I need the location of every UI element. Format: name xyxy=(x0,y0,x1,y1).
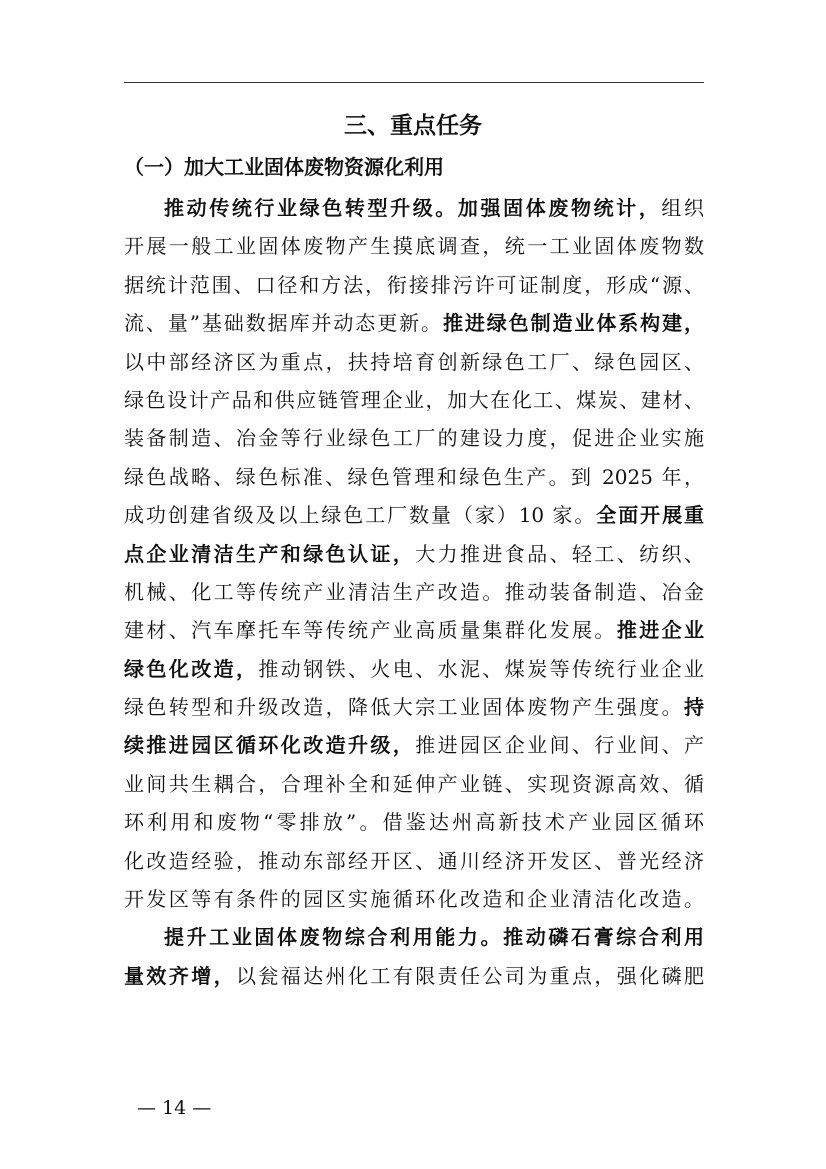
text-run: 以中部经济区为重点，扶持培育创新绿色工厂、绿色园区、 xyxy=(124,349,704,374)
text-line xyxy=(124,688,704,726)
text-run: 开发区等有条件的园区实施循环化改造和企业清洁化改造。 xyxy=(124,887,704,912)
text-line xyxy=(124,650,704,688)
bold-phrase: 全面开展重 xyxy=(596,503,704,528)
section-heading: 三、重点任务 xyxy=(344,113,482,139)
text-line xyxy=(124,189,704,227)
text-run: 推动钢铁、火电、水泥、煤炭等传统行业企业 xyxy=(258,656,704,681)
bold-phrase: 持 xyxy=(684,695,704,720)
text-run: 组织 xyxy=(661,196,704,220)
text-line xyxy=(124,957,704,995)
text-line xyxy=(124,842,704,880)
text-line xyxy=(124,803,704,841)
text-line xyxy=(124,304,704,342)
text-line xyxy=(124,227,704,265)
text-line xyxy=(124,496,704,534)
text-run: 机械、化工等传统产业清洁生产改造。推动装备制造、冶金 xyxy=(124,579,704,604)
text-line xyxy=(124,458,704,496)
bold-phrase: 量效齐增， xyxy=(124,963,236,988)
text-line xyxy=(124,918,704,956)
text-run: 建材、汽车摩托车等传统产业高质量集群化发展。 xyxy=(124,618,617,643)
bold-phrase: 点企业清洁生产和绿色认证， xyxy=(124,541,416,566)
text-run: 化改造经验，推动东部经开区、通川经济开发区、普光经济 xyxy=(124,848,704,873)
text-line xyxy=(124,611,704,649)
text-line xyxy=(124,381,704,419)
text-run: 绿色战略、绿色标准、绿色管理和绿色生产。到 2025 年， xyxy=(124,464,704,489)
text-run: 绿色设计产品和供应链管理企业，加大在化工、煤炭、建材、 xyxy=(124,387,704,412)
bold-phrase: 绿色化改造， xyxy=(124,656,259,681)
text-line xyxy=(124,765,704,803)
text-run: 绿色转型和升级改造，降低大宗工业固体废物产生强度。 xyxy=(124,695,684,720)
bold-phrase: 提升工业固体废物综合利用能力。推动磷石膏综合利用 xyxy=(164,925,704,950)
text-line xyxy=(124,726,704,764)
text-run: 以瓮福达州化工有限责任公司为重点，强化磷肥 xyxy=(236,963,704,988)
text-run: 大力推进食品、轻工、纺织、 xyxy=(415,541,704,566)
body-text xyxy=(124,189,704,995)
page-number: — 14 — xyxy=(137,1097,212,1119)
bold-phrase: 推动传统行业绿色转型升级。加强固体废物统计， xyxy=(164,196,662,220)
text-line xyxy=(124,535,704,573)
text-run: 开展一般工业固体废物产生摸底调查，统一工业固体废物数 xyxy=(124,234,704,259)
text-run: 业间共生耦合，合理补全和延伸产业链、实现资源高效、循 xyxy=(124,771,704,796)
text-run: 据统计范围、口径和方法，衔接排污许可证制度，形成“源、 xyxy=(124,272,704,297)
bold-phrase: 续推进园区循环化改造升级， xyxy=(124,733,416,758)
text-run: 装备制造、冶金等行业绿色工厂的建设力度，促进企业实施 xyxy=(124,426,704,451)
subsection-heading: （一）加大工业固体废物资源化利用 xyxy=(124,155,444,179)
text-run: 成功创建省级及以上绿色工厂数量（家）10 家。 xyxy=(124,503,597,528)
bold-phrase: 推进绿色制造业体系构建， xyxy=(442,311,704,336)
text-run: 流、量”基础数据库并动态更新。 xyxy=(124,311,443,336)
text-run: 环利用和废物“零排放”。借鉴达州高新技术产业园区循环 xyxy=(124,810,704,835)
text-line xyxy=(124,343,704,381)
header-rule xyxy=(124,82,704,83)
text-line xyxy=(124,419,704,457)
text-line xyxy=(124,573,704,611)
text-line xyxy=(124,880,704,918)
text-line xyxy=(124,266,704,304)
text-run: 推进园区企业间、行业间、产 xyxy=(415,733,704,758)
bold-phrase: 推进企业 xyxy=(616,618,704,643)
